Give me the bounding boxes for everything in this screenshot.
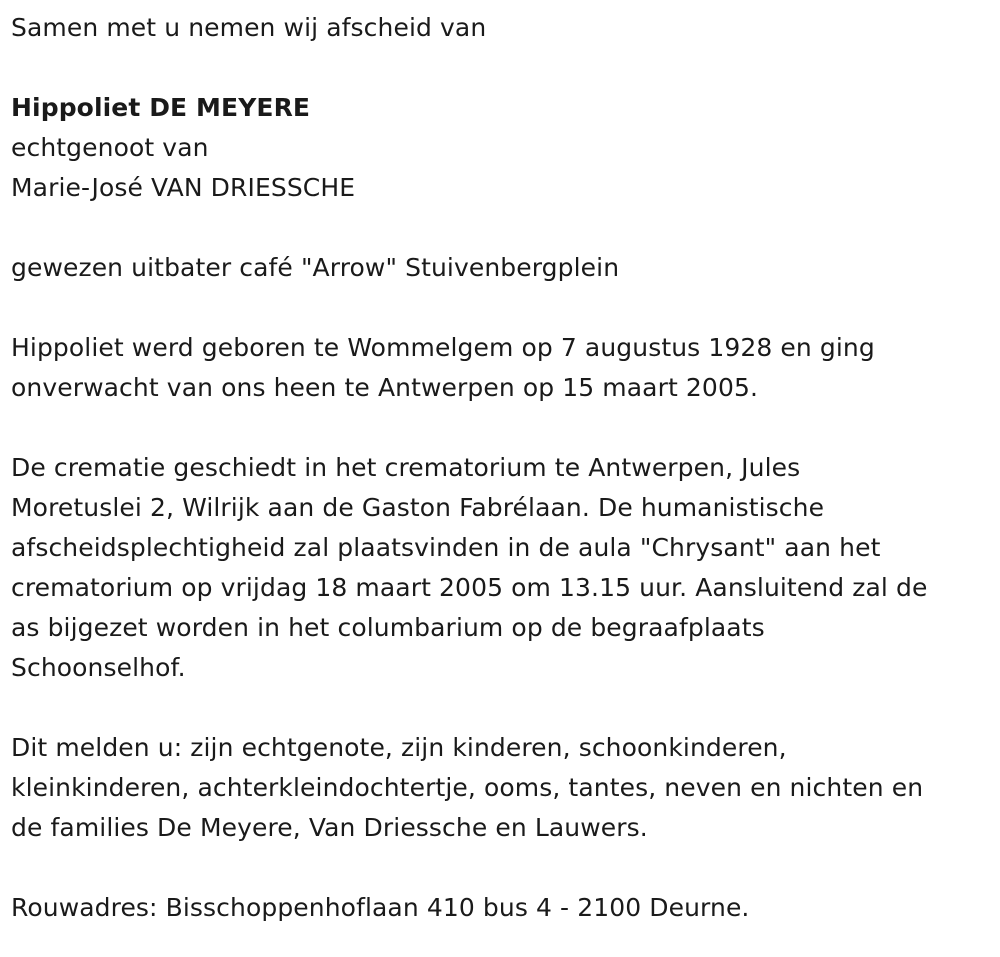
occupation-block: [11, 248, 1000, 288]
paragraph-line: onverwacht van ons heen te Antwerpen op 15 maart 2005.: [11, 373, 759, 402]
paragraph-line: Dit melden u: zijn echtgenote, zijn kinderen, schoonkinderen,: [11, 733, 787, 762]
occupation-text: gewezen uitbater café "Arrow" Stuivenbergplein: [11, 253, 620, 282]
paragraph-line: as bijgezet worden in het columbarium op de begraafplaats: [11, 613, 765, 642]
deceased-name: Hippoliet DE MEYERE: [11, 93, 311, 122]
cremation-paragraph: [11, 448, 1000, 688]
paragraph-line: de families De Meyere, Van Driessche en Lauwers.: [11, 813, 648, 842]
spouse-label: echtgenoot van: [11, 133, 209, 162]
paragraph-line: afscheidsplechtigheid zal plaatsvinden in de aula "Chrysant" aan het: [11, 533, 881, 562]
address-block: [11, 888, 1000, 928]
paragraph-line: kleinkinderen, achterkleindochtertje, ooms, tantes, neven en nichten en: [11, 773, 924, 802]
paragraph-line: Hippoliet werd geboren te Wommelgem op 7 augustus 1928 en ging: [11, 333, 875, 362]
paragraph-line: De crematie geschiedt in het crematorium te Antwerpen, Jules: [11, 453, 801, 482]
paragraph-line: crematorium op vrijdag 18 maart 2005 om 13.15 uur. Aansluitend zal de: [11, 573, 928, 602]
mourning-address: Rouwadres: Bisschoppenhoflaan 410 bus 4 - 2100 Deurne.: [11, 893, 750, 922]
spouse-name: Marie-José VAN DRIESSCHE: [11, 173, 356, 202]
announcers-paragraph: [11, 728, 1000, 848]
birth-death-paragraph: [11, 328, 1000, 408]
intro-text: Samen met u nemen wij afscheid van: [11, 13, 487, 42]
paragraph-line: Moretuslei 2, Wilrijk aan de Gaston Fabrélaan. De humanistische: [11, 493, 825, 522]
paragraph-line: Schoonselhof.: [11, 653, 186, 682]
deceased-block: [11, 88, 1000, 208]
